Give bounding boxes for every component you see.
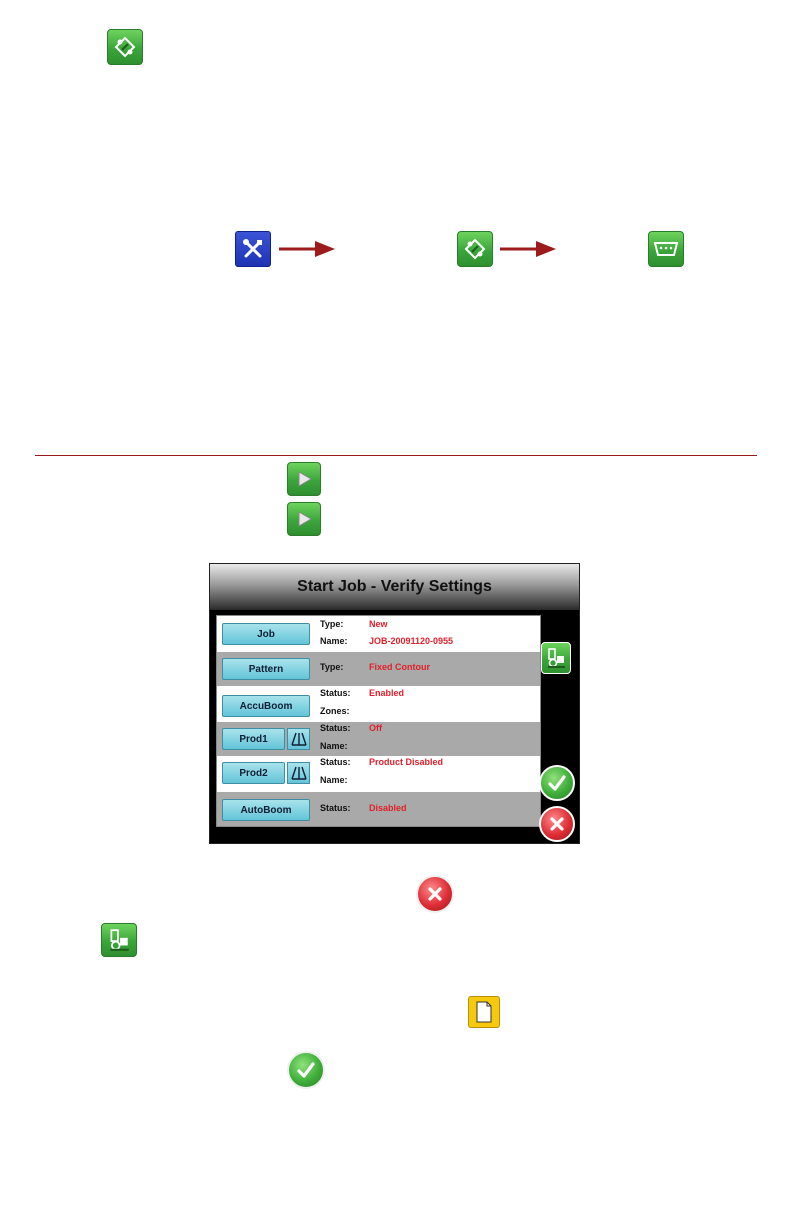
field-value: Fixed Contour xyxy=(369,662,430,672)
table-row xyxy=(217,722,540,756)
field-label: Name: xyxy=(320,775,348,785)
field-value: New xyxy=(369,619,388,629)
table-row xyxy=(217,686,540,722)
arrow-right-icon xyxy=(279,241,335,257)
autoboom-button[interactable]: AutoBoom xyxy=(222,799,310,821)
field-value: Product Disabled xyxy=(369,757,444,767)
play-icon xyxy=(287,502,321,536)
cancel-button[interactable] xyxy=(539,806,575,842)
section-divider xyxy=(35,455,757,456)
settings-table xyxy=(216,615,541,827)
serial-port-icon xyxy=(648,231,684,267)
screen-title: Start Job - Verify Settings xyxy=(297,578,492,595)
field-label: Name: xyxy=(320,636,348,646)
table-row xyxy=(217,652,540,686)
field-label: Status: xyxy=(320,803,351,813)
check-icon xyxy=(287,1051,325,1089)
system-setup-icon xyxy=(107,29,143,65)
spray-pattern-icon[interactable] xyxy=(287,728,310,750)
field-label: Status: xyxy=(320,723,351,733)
field-label: Status: xyxy=(320,757,351,767)
spray-pattern-icon[interactable] xyxy=(287,762,310,784)
verify-settings-screen xyxy=(209,563,580,844)
field-label: Type: xyxy=(320,619,344,629)
system-setup-icon xyxy=(457,231,493,267)
field-value: JOB-20091120-0955 xyxy=(369,636,454,646)
field-label: Zones: xyxy=(320,706,350,716)
close-icon xyxy=(416,875,454,913)
new-file-icon xyxy=(468,996,500,1028)
screen-header xyxy=(210,564,579,610)
table-row xyxy=(217,756,540,792)
field-label: Name: xyxy=(320,741,348,751)
field-label: Type: xyxy=(320,662,344,672)
tools-icon xyxy=(235,231,271,267)
play-icon xyxy=(287,462,321,496)
prod1-button[interactable]: Prod1 xyxy=(222,728,285,750)
table-row xyxy=(217,792,540,827)
table-row xyxy=(217,616,540,652)
accept-button[interactable] xyxy=(539,765,575,801)
field-value: Off xyxy=(369,723,382,733)
prod2-button[interactable]: Prod2 xyxy=(222,762,285,784)
field-value: Disabled xyxy=(369,803,407,813)
machine-icon xyxy=(101,923,137,957)
pattern-button[interactable]: Pattern xyxy=(222,658,310,680)
machine-icon[interactable] xyxy=(541,642,571,674)
field-label: Status: xyxy=(320,688,351,698)
accuboom-button[interactable]: AccuBoom xyxy=(222,695,310,717)
arrow-right-icon xyxy=(500,241,556,257)
job-button[interactable]: Job xyxy=(222,623,310,645)
field-value: Enabled xyxy=(369,688,405,698)
